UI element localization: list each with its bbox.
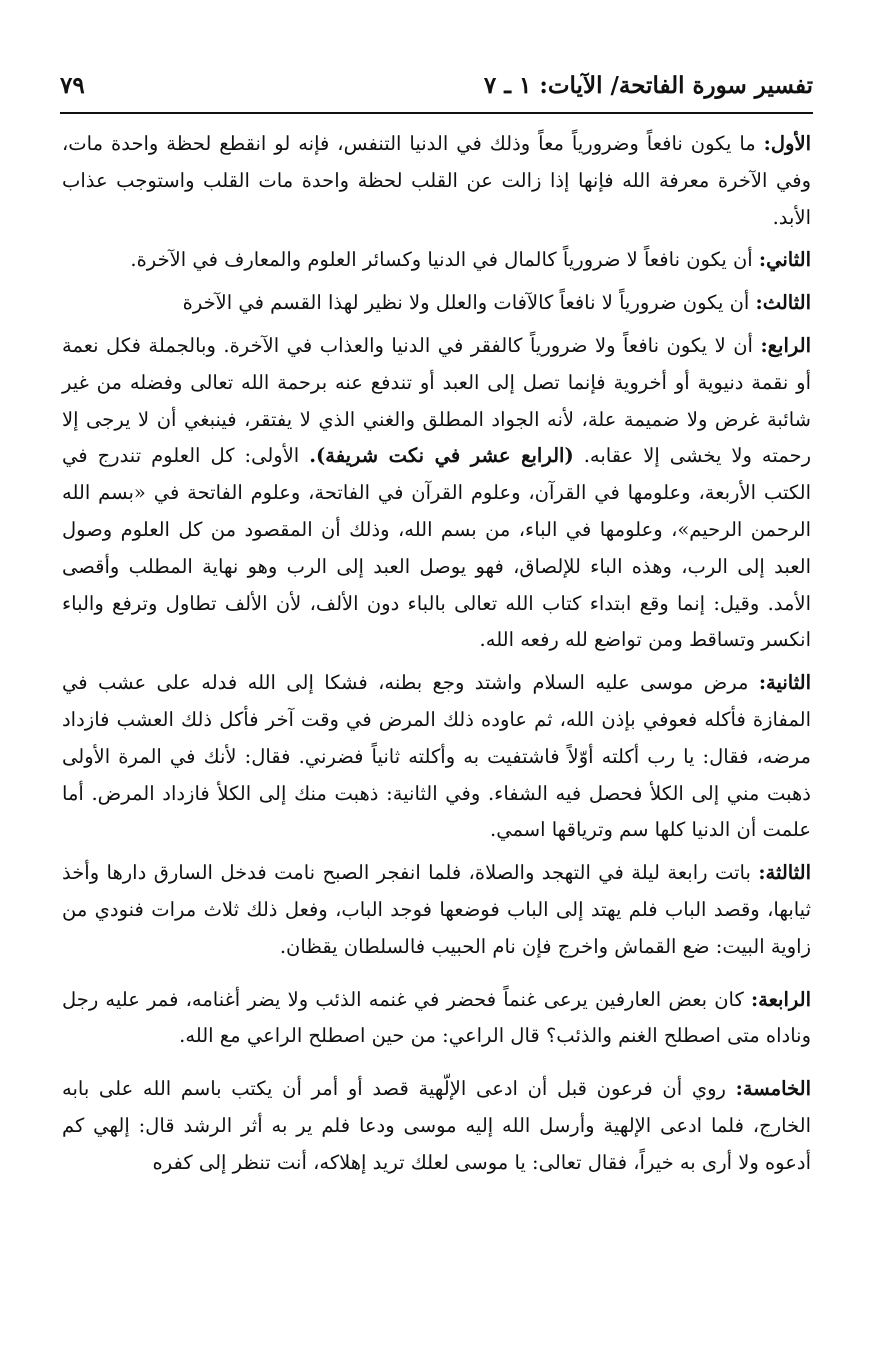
paragraph-text: روي أن فرعون قبل أن ادعى الإلّهية قصد أو أمر أن يكتب باسم الله على بابه الخارج، فلما ادعى الإلهية وأرسل الله إليه موسى ودعا فلم ير به أثر الرشد قال: إلهي كم أدعوه ولا أرى به خيراً، فقال تعالى: يا موسى لعلك تريد إهلاكه، أنت تنظر إلى كفره	[62, 1077, 811, 1174]
paragraph-text-continued: الأولى: كل العلوم تندرج في الكتب الأربعة، وعلومها في القرآن، وعلوم القرآن في الفاتحة، وعلوم الفاتحة في «بسم الله الرحمن الرحيم»، وعلومها في الباء، من بسم الله، وذلك أن المقصود من كل العلوم وصول العبد إلى الرب، وهذه الباء للإلصاق، فهو يوصل العبد إلى الرب وهو نهاية المطلب وأقصى الأمد. وقيل: إنما وقع ابتداء كتاب الله تعالى بالباء دون الألف، لأن الألف تطاول وترفع والباء انكسر وتساقط ومن تواضع لله رفعه الله.	[62, 444, 811, 652]
paragraph-lead: الأول:	[763, 132, 811, 155]
paragraph-third	[62, 285, 811, 322]
paragraph-text: أن يكون نافعاً لا ضرورياً كالمال في الدنيا وكسائر العلوم والمعارف في الآخرة.	[130, 248, 759, 272]
paragraph-lead: الثاني:	[758, 248, 811, 272]
paragraph-lead: الخامسة:	[735, 1077, 811, 1101]
running-title: تفسير سورة الفاتحة/ الآيات: ١ ـ ٧	[483, 72, 813, 99]
paragraph-text: ما يكون نافعاً وضرورياً معاً وذلك في الدنيا التنفس، فإنه لو انقطع لحظة واحدة مات، وفي الآخرة معرفة الله فإنها إذا زالت عن القلب لحظة واحدة مات القلب واستوجب عذاب الأبد.	[62, 132, 811, 229]
paragraph-text: كان بعض العارفين يرعى غنماً فحضر في غنمه الذئب ولا يضر أغنامه، فمر عليه رجل وناداه متى اصطلح الغنم والذئب؟ قال الراعي: من حين اصطلح الراعي مع الله.	[62, 987, 811, 1048]
page-number: ٧٩	[60, 72, 85, 99]
paragraph-first	[62, 126, 811, 236]
header-rule	[60, 112, 813, 114]
page-header	[60, 72, 813, 108]
paragraph-fourth	[62, 328, 811, 659]
paragraph-lead: الرابع:	[760, 333, 811, 357]
paragraph-lead: الثالث:	[755, 291, 811, 315]
paragraph-story-second	[62, 665, 811, 849]
paragraph-text: باتت رابعة ليلة في التهجد والصلاة، فلما انفجر الصبح نامت فدخل السارق دارها وأخذ ثيابها، وقصد الباب فلم يهتد إلى الباب فوضعها فوجد الباب، وفعل ذلك ثلاث مرات فنودي من زاوية البيت: ضع القماش واخرج فإن نام الحبيب فالسلطان يقظان.	[62, 861, 811, 958]
paragraph-story-fifth	[62, 1071, 811, 1181]
paragraph-lead: الرابعة:	[750, 987, 811, 1011]
paragraph-text: مرض موسى عليه السلام واشتد وجع بطنه، فشكا إلى الله فدله على عشب في المفازة فأكله فعوفي بإذن الله، ثم عاوده ذلك المرض في وقت آخر فأكل ذلك العشب فازداد مرضه، فقال: يا رب أكلته أوّلاً فاشتفيت به وأكلته ثانياً فضرني. فقال: لأنك في المرة الأولى ذهبت مني إلى الكلأ فحصل فيه الشفاء. وفي الثانية: ذهبت منك إلى الكلأ فازداد المرض. أما علمت أن الدنيا كلها سم وترياقها اسمي.	[62, 671, 811, 842]
section-heading-inline: (الرابع عشر في نكت شريفة).	[309, 444, 574, 468]
paragraph-lead: الثانية:	[758, 671, 811, 695]
paragraph-story-fourth	[62, 982, 811, 1056]
paragraph-text: أن لا يكون نافعاً ولا ضرورياً كالفقر في الدنيا والعذاب في الآخرة. وبالجملة فكل نعمة أو نقمة دنيوية أو أخروية فإنما تصل إلى العبد أو تندفع عنه برحمة الله تعالى وفضله من غير شائبة غرض ولا ضميمة علة، لأنه الجواد المطلق والغني الذي لا يفتقر، فينبغي أن لا يرجى إلا رحمته ولا يخشى إلا عقابه.	[62, 333, 812, 468]
page-body	[62, 126, 811, 1188]
paragraph-second	[62, 242, 811, 279]
paragraph-story-third	[62, 855, 811, 965]
paragraph-text: أن يكون ضرورياً لا نافعاً كالآفات والعلل ولا نظير لهذا القسم في الآخرة	[182, 291, 756, 315]
paragraph-lead: الثالثة:	[758, 861, 811, 885]
